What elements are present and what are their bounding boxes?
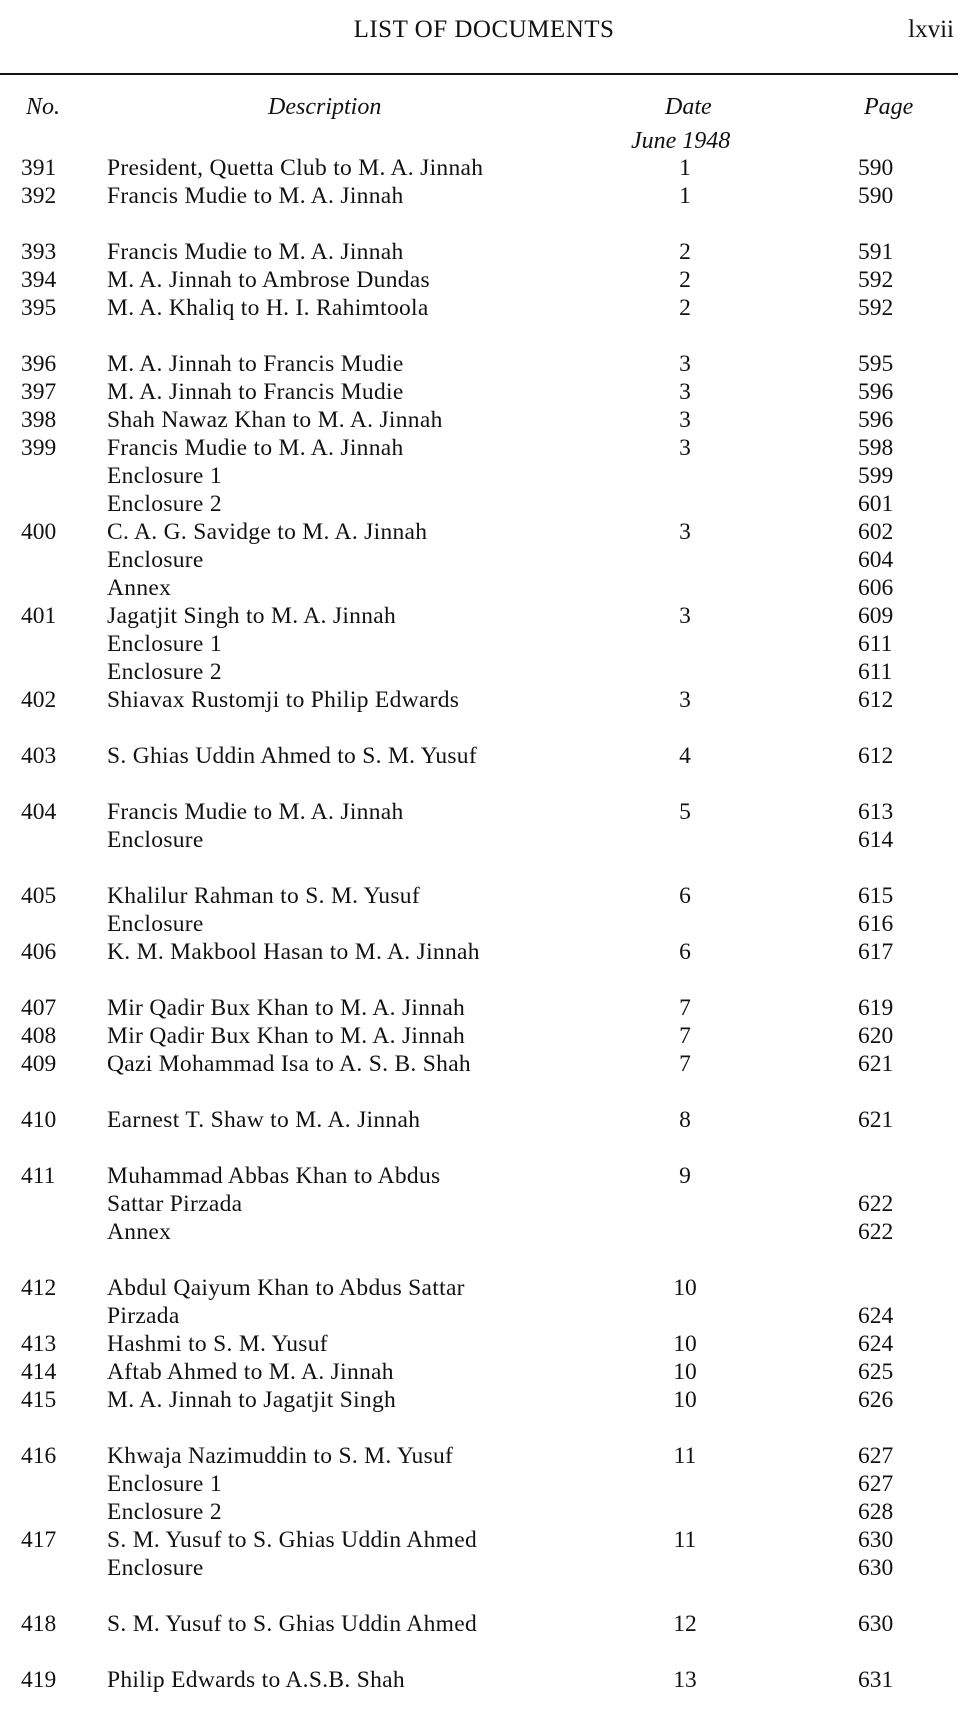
document-date: 6 (679, 883, 691, 909)
document-row (0, 938, 968, 966)
document-description: Khwaja Nazimuddin to S. M. Yusuf (107, 1443, 454, 1469)
document-row (0, 238, 968, 266)
document-description: M. A. Jinnah to Jagatjit Singh (107, 1387, 397, 1413)
document-number: 414 (21, 1359, 57, 1385)
document-date: 12 (673, 1611, 697, 1637)
document-number: 403 (21, 743, 57, 769)
document-row (0, 686, 968, 714)
document-number: 418 (21, 1611, 57, 1637)
document-page: 619 (858, 995, 894, 1021)
document-row (0, 1442, 968, 1470)
document-page: 615 (858, 883, 894, 909)
document-page: 622 (858, 1191, 894, 1217)
date-month-label: June 1948 (631, 128, 731, 154)
document-date: 13 (673, 1667, 697, 1693)
document-page: 624 (858, 1331, 894, 1357)
document-description: Enclosure 2 (107, 659, 222, 685)
document-date: 10 (673, 1331, 697, 1357)
document-page: 627 (858, 1443, 894, 1469)
document-date: 5 (679, 799, 691, 825)
document-date: 11 (673, 1443, 697, 1469)
document-number: 392 (21, 183, 57, 209)
document-row (0, 798, 968, 826)
document-page: 624 (858, 1303, 894, 1329)
document-page: 627 (858, 1471, 894, 1497)
document-row (0, 518, 968, 546)
header-rule (0, 73, 958, 75)
document-page: 616 (858, 911, 894, 937)
document-date: 3 (679, 603, 691, 629)
document-date: 1 (679, 183, 691, 209)
document-number: 410 (21, 1107, 57, 1133)
document-description: Muhammad Abbas Khan to Abdus (107, 1163, 441, 1189)
document-number: 391 (21, 155, 57, 181)
document-description: Sattar Pirzada (107, 1191, 243, 1217)
document-number: 415 (21, 1387, 57, 1413)
document-page: 596 (858, 407, 894, 433)
document-description: S. M. Yusuf to S. Ghias Uddin Ahmed (107, 1527, 477, 1553)
document-page: 592 (858, 295, 894, 321)
document-date: 11 (673, 1527, 697, 1553)
document-row (0, 1358, 968, 1386)
document-description: Hashmi to S. M. Yusuf (107, 1331, 328, 1357)
document-description: C. A. G. Savidge to M. A. Jinnah (107, 519, 428, 545)
document-row (0, 406, 968, 434)
document-number: 398 (21, 407, 57, 433)
document-description: Francis Mudie to M. A. Jinnah (107, 435, 404, 461)
document-description: Qazi Mohammad Isa to A. S. B. Shah (107, 1051, 471, 1077)
document-page: 612 (858, 743, 894, 769)
document-number: 400 (21, 519, 57, 545)
document-number: 395 (21, 295, 57, 321)
document-page: 604 (858, 547, 894, 573)
document-date: 3 (679, 351, 691, 377)
document-page: 591 (858, 239, 894, 265)
document-row (0, 1022, 968, 1050)
document-description: Enclosure 1 (107, 463, 222, 489)
document-number: 412 (21, 1275, 57, 1301)
document-page: 620 (858, 1023, 894, 1049)
document-page: 625 (858, 1359, 894, 1385)
document-subrow (0, 490, 968, 518)
page-title: LIST OF DOCUMENTS (353, 16, 615, 43)
document-number: 394 (21, 267, 57, 293)
document-description: President, Quetta Club to M. A. Jinnah (107, 155, 484, 181)
document-page: 599 (858, 463, 894, 489)
document-description: Jagatjit Singh to M. A. Jinnah (107, 603, 397, 629)
document-description: Enclosure (107, 827, 204, 853)
document-number: 409 (21, 1051, 57, 1077)
document-page: 617 (858, 939, 894, 965)
document-description: Mir Qadir Bux Khan to M. A. Jinnah (107, 995, 466, 1021)
document-description: Pirzada (107, 1303, 180, 1329)
document-row (0, 602, 968, 630)
document-number: 404 (21, 799, 57, 825)
document-description: Enclosure 1 (107, 1471, 222, 1497)
document-description: Mir Qadir Bux Khan to M. A. Jinnah (107, 1023, 466, 1049)
document-description: Earnest T. Shaw to M. A. Jinnah (107, 1107, 421, 1133)
document-description: Abdul Qaiyum Khan to Abdus Sattar (107, 1275, 465, 1301)
document-number: 411 (21, 1163, 56, 1189)
document-row (0, 1106, 968, 1134)
document-description: Annex (107, 1219, 172, 1245)
document-page: 609 (858, 603, 894, 629)
document-subrow (0, 1218, 968, 1246)
document-number: 419 (21, 1667, 57, 1693)
document-page: 592 (858, 267, 894, 293)
document-description: Francis Mudie to M. A. Jinnah (107, 183, 404, 209)
document-date: 10 (673, 1387, 697, 1413)
document-date: 7 (679, 995, 691, 1021)
column-header-date: Date (665, 94, 712, 120)
document-date: 10 (673, 1275, 697, 1301)
document-page: 621 (858, 1107, 894, 1133)
document-page: 630 (858, 1611, 894, 1637)
document-number: 397 (21, 379, 57, 405)
document-description: S. Ghias Uddin Ahmed to S. M. Yusuf (107, 743, 477, 769)
document-date: 4 (679, 743, 691, 769)
document-page: 601 (858, 491, 894, 517)
document-description: Shah Nawaz Khan to M. A. Jinnah (107, 407, 443, 433)
document-page: 590 (858, 183, 894, 209)
document-description: M. A. Khaliq to H. I. Rahimtoola (107, 295, 429, 321)
document-page: 612 (858, 687, 894, 713)
document-date: 3 (679, 435, 691, 461)
document-row (0, 742, 968, 770)
document-page: 596 (858, 379, 894, 405)
document-subrow (0, 546, 968, 574)
document-row (0, 350, 968, 378)
document-page: 628 (858, 1499, 894, 1525)
column-header-no: No. (26, 94, 61, 120)
document-date: 7 (679, 1051, 691, 1077)
document-page: 595 (858, 351, 894, 377)
document-description: M. A. Jinnah to Francis Mudie (107, 379, 404, 405)
document-date: 2 (679, 267, 691, 293)
document-description: Khalilur Rahman to S. M. Yusuf (107, 883, 420, 909)
document-page: 613 (858, 799, 894, 825)
document-row (0, 1050, 968, 1078)
document-page: 606 (858, 575, 894, 601)
document-subrow (0, 574, 968, 602)
document-number: 401 (21, 603, 57, 629)
document-description: K. M. Makbool Hasan to M. A. Jinnah (107, 939, 480, 965)
document-description: Francis Mudie to M. A. Jinnah (107, 799, 404, 825)
document-number: 413 (21, 1331, 57, 1357)
document-description: Enclosure (107, 911, 204, 937)
document-row (0, 182, 968, 210)
document-list (0, 154, 968, 1694)
document-date: 3 (679, 687, 691, 713)
document-number: 399 (21, 435, 57, 461)
document-row (0, 1666, 968, 1694)
document-row (0, 1274, 968, 1302)
document-number: 402 (21, 687, 57, 713)
document-description: Enclosure 1 (107, 631, 222, 657)
document-description: S. M. Yusuf to S. Ghias Uddin Ahmed (107, 1611, 477, 1637)
column-header-page: Page (864, 94, 914, 120)
document-description: Aftab Ahmed to M. A. Jinnah (107, 1359, 394, 1385)
document-row (0, 1526, 968, 1554)
document-subrow (0, 1470, 968, 1498)
document-number: 407 (21, 995, 57, 1021)
document-description: Enclosure 2 (107, 1499, 222, 1525)
document-subrow (0, 462, 968, 490)
document-number: 417 (21, 1527, 57, 1553)
document-row (0, 266, 968, 294)
document-description: Philip Edwards to A.S.B. Shah (107, 1667, 405, 1693)
document-page: 611 (858, 659, 893, 685)
document-subrow (0, 658, 968, 686)
document-date: 7 (679, 1023, 691, 1049)
document-date: 8 (679, 1107, 691, 1133)
document-row (0, 994, 968, 1022)
document-subrow (0, 1498, 968, 1526)
document-description: M. A. Jinnah to Francis Mudie (107, 351, 404, 377)
document-page: 626 (858, 1387, 894, 1413)
document-page: 630 (858, 1555, 894, 1581)
document-row (0, 1610, 968, 1638)
document-date: 6 (679, 939, 691, 965)
document-description: Francis Mudie to M. A. Jinnah (107, 239, 404, 265)
document-row (0, 1330, 968, 1358)
document-description: Enclosure (107, 1555, 204, 1581)
document-page: 611 (858, 631, 893, 657)
document-number: 408 (21, 1023, 57, 1049)
document-description: Shiavax Rustomji to Philip Edwards (107, 687, 460, 713)
document-date: 10 (673, 1359, 697, 1385)
document-number: 396 (21, 351, 57, 377)
document-description: M. A. Jinnah to Ambrose Dundas (107, 267, 430, 293)
document-page: 631 (858, 1667, 894, 1693)
document-page: 598 (858, 435, 894, 461)
document-description: Annex (107, 575, 172, 601)
document-row (0, 154, 968, 182)
document-number: 406 (21, 939, 57, 965)
document-date: 3 (679, 407, 691, 433)
column-header-description: Description (268, 94, 382, 120)
document-number: 416 (21, 1443, 57, 1469)
document-subrow (0, 826, 968, 854)
document-date: 1 (679, 155, 691, 181)
document-row (0, 378, 968, 406)
document-description: Enclosure 2 (107, 491, 222, 517)
document-row (0, 882, 968, 910)
document-date: 3 (679, 519, 691, 545)
document-row (0, 1386, 968, 1414)
document-subrow (0, 910, 968, 938)
document-subrow (0, 1554, 968, 1582)
document-page: 630 (858, 1527, 894, 1553)
document-date: 2 (679, 295, 691, 321)
document-page: 621 (858, 1051, 894, 1077)
document-page: 614 (858, 827, 894, 853)
document-number: 405 (21, 883, 57, 909)
document-row (0, 434, 968, 462)
document-page: 622 (858, 1219, 894, 1245)
document-row (0, 294, 968, 322)
document-page: 602 (858, 519, 894, 545)
page-number: lxvii (908, 16, 954, 43)
document-date: 2 (679, 239, 691, 265)
document-description: Enclosure (107, 547, 204, 573)
document-row (0, 1162, 968, 1190)
document-date: 9 (679, 1163, 691, 1189)
document-page: 590 (858, 155, 894, 181)
document-subrow (0, 630, 968, 658)
document-subrow (0, 1302, 968, 1330)
document-number: 393 (21, 239, 57, 265)
document-subrow (0, 1190, 968, 1218)
document-date: 3 (679, 379, 691, 405)
